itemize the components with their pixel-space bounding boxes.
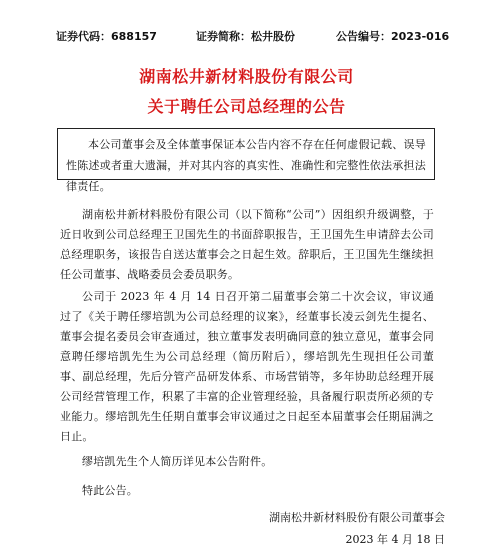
body-paragraph-resignation: 湖南松井新材料股份有限公司（以下简称“公司”）因组织升级调整，于近日收到公司总经理王卫国先生的书面辞职报告，王卫国先生申请辞去公司总经理职务，该报告自送达董事会之日起生效。辞职后，王卫国先生继续担任公司董事、战略委员会委员职务。 (60, 208, 434, 281)
disclaimer-box (57, 128, 435, 193)
announcement-title: 关于聘任公司总经理的公告 (147, 97, 346, 116)
body-paragraph-resume-note: 缪培凯先生个人简历详见本公告附件。 (82, 455, 273, 468)
announcement-number: 公告编号：2023-016 (336, 30, 450, 43)
signature-company: 湖南松井新材料股份有限公司董事会 (269, 511, 445, 524)
company-title: 湖南松井新材料股份有限公司 (139, 67, 354, 86)
disclaimer-text: 本公司董事会及全体董事保证本公告内容不存在任何虚假记载、误导性陈述或者重大遗漏，并对其内容的真实性、准确性和完整性依法承担法律责任。 (66, 138, 426, 193)
announcement-header (0, 28, 493, 46)
body-paragraph-closing: 特此公告。 (82, 484, 138, 497)
signature-date: 2023 年 4 月 18 日 (345, 533, 445, 546)
stock-abbreviation: 证券简称：松井股份 (196, 30, 295, 43)
body-paragraph-appointment: 公司于 2023 年 4 月 14 日召开第二届董事会第二十次会议，审议通过了《关于聘任缪培凯为公司总经理的议案》，经董事长凌云剑先生提名、董事会提名委员会审查通过，独立董事发表明确同意的独立意见，董事会同意聘任缪培凯先生为公司总经理（简历附后），缪培凯先生现担任公司董事、副总经理，先后分管产品研发体系、市场营销等，多年协助总经理开展公司经营管理工作，积累了丰富的企业管理经验，具备履行职责所必须的专业能力。缪培凯先生任期自董事会审议通过之日起至本届董事会任期届满之日止。 (60, 290, 434, 443)
stock-code: 证券代码：688157 (56, 30, 157, 43)
